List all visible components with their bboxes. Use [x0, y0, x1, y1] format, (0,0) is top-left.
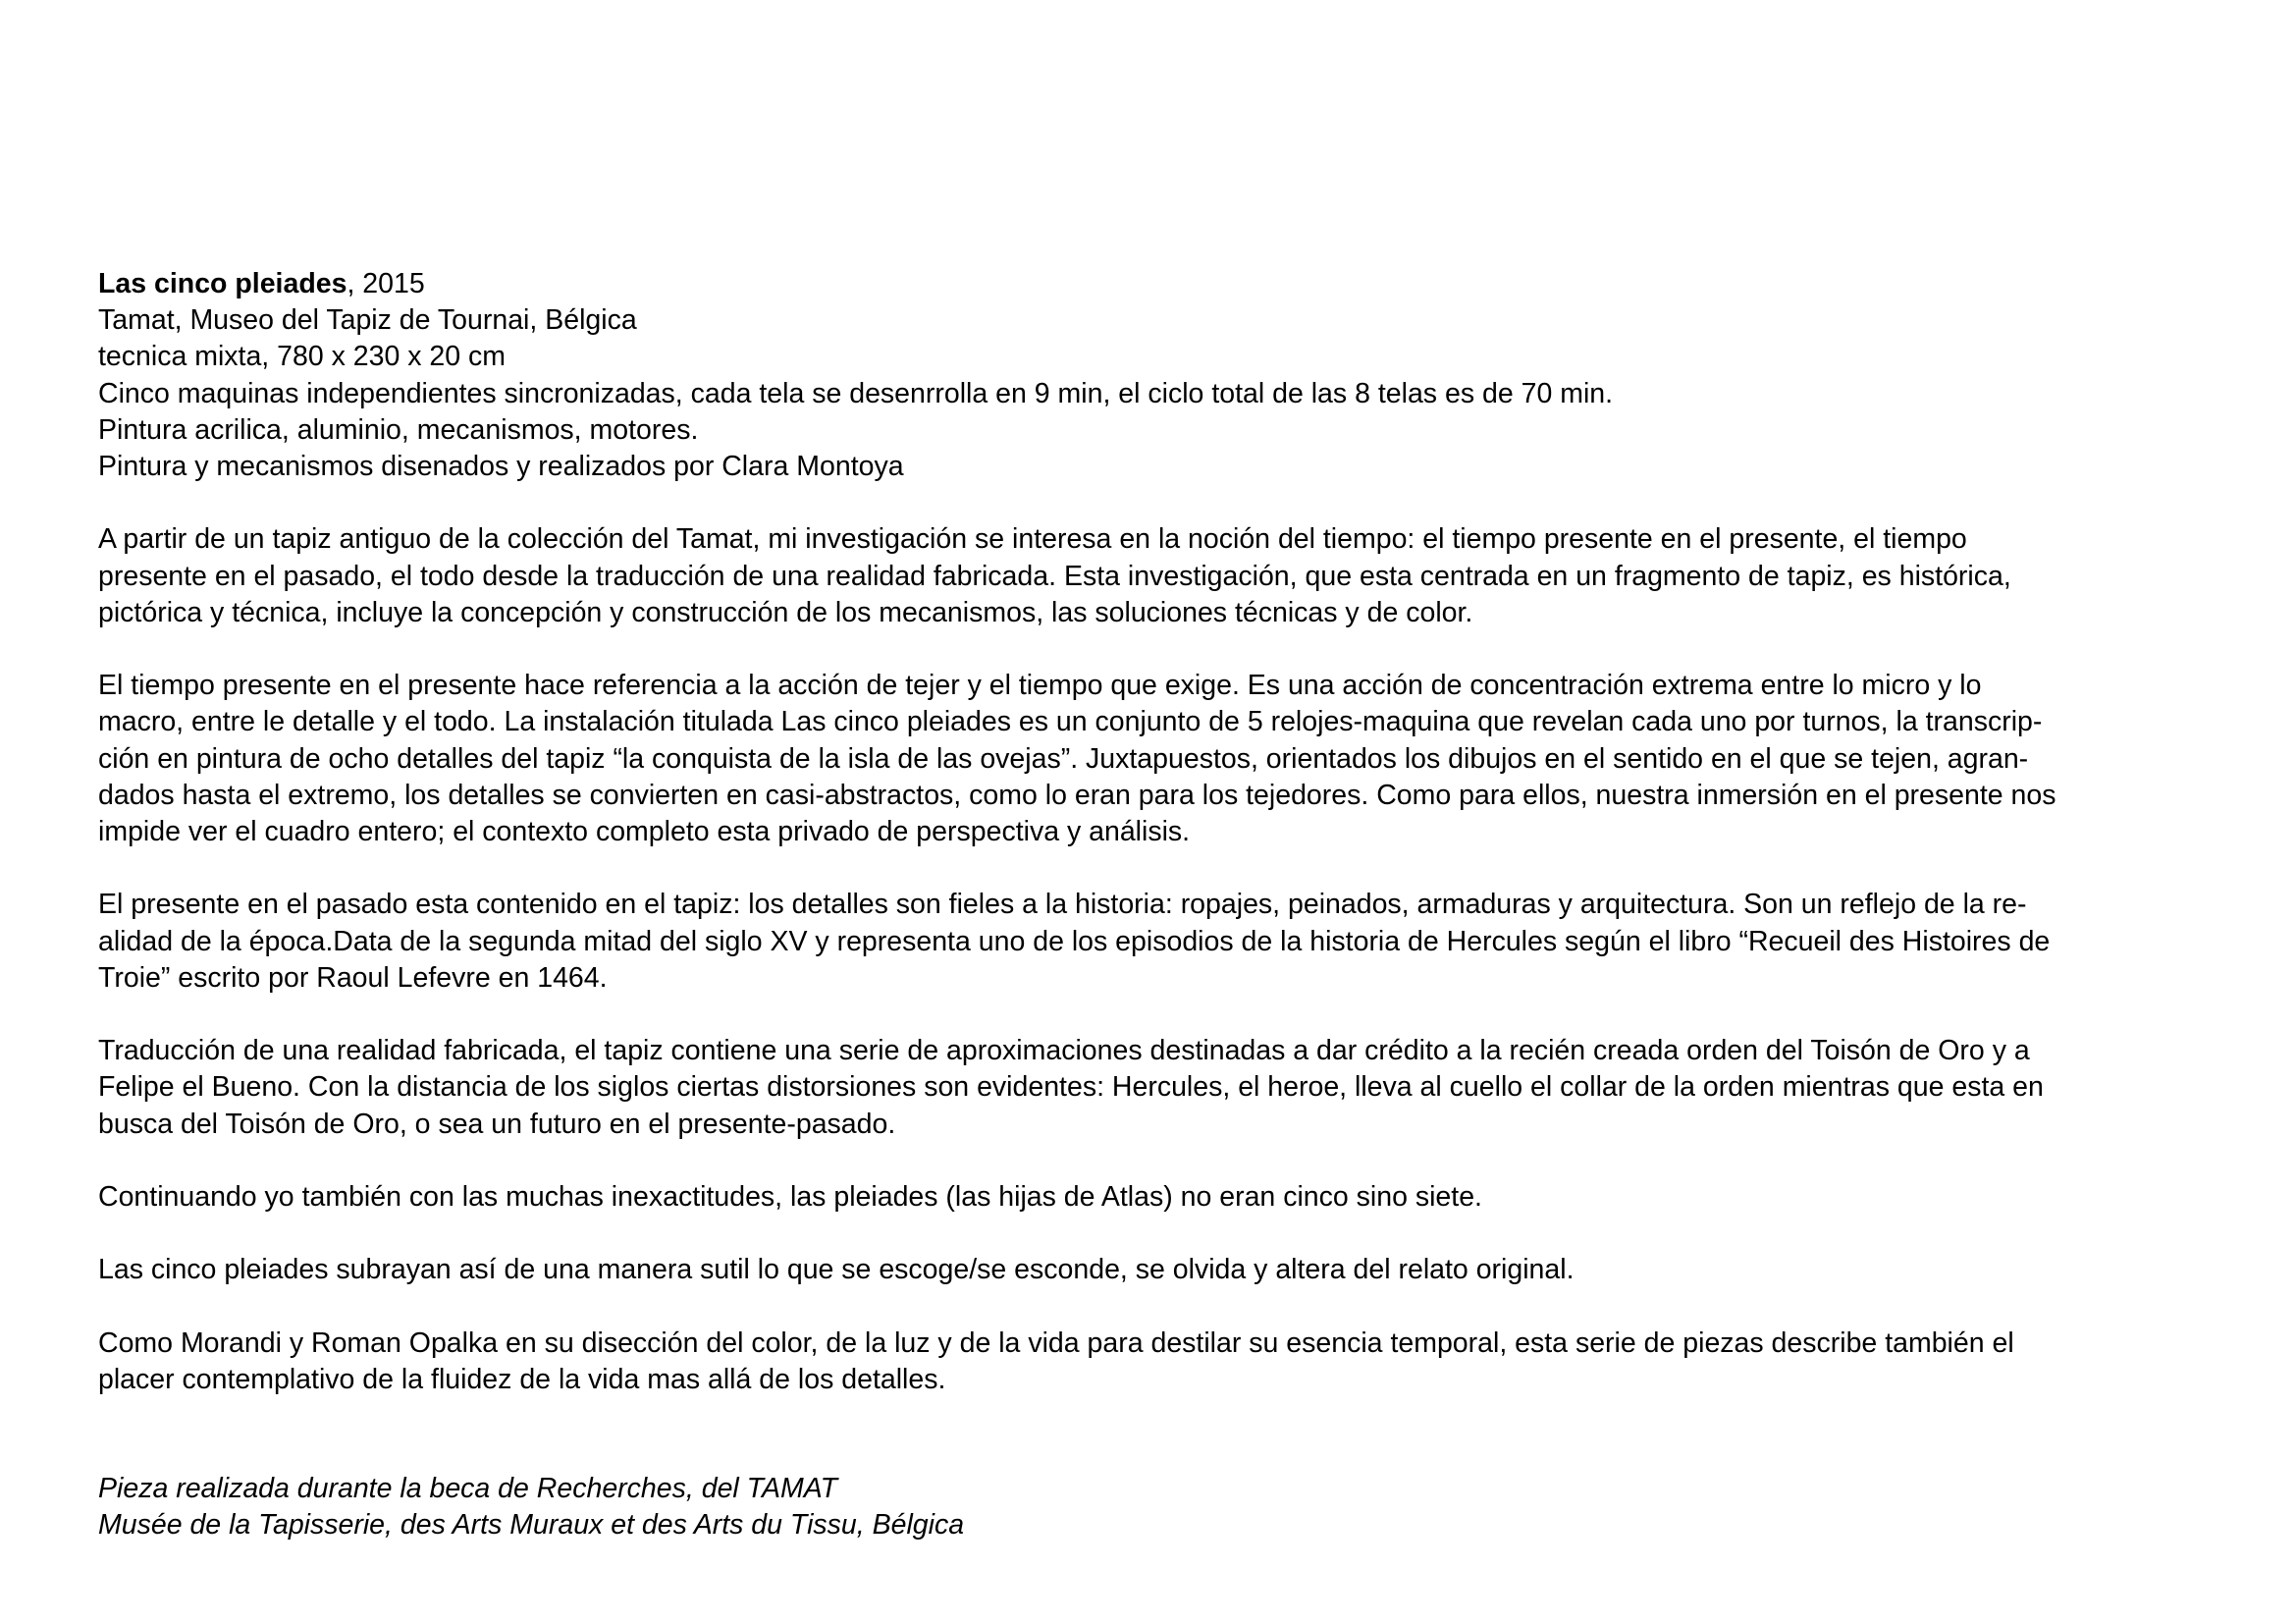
paragraph-line: Continuando yo también con las muchas inexactitudes, las pleiades (las hijas de Atlas) no eran cinco sino siete. — [98, 1181, 1482, 1213]
document-body — [98, 266, 2228, 1544]
artwork-header — [98, 266, 2228, 485]
credits-line: Pieza realizada durante la beca de Recherches, del TAMAT — [98, 1473, 838, 1505]
paragraph-inaccuracies — [98, 1179, 2228, 1216]
paragraph-line: presente en el pasado, el todo desde la traducción de una realidad fabricada. Esta investigación, que esta centrada en un fragmento de tapiz, es histórica, — [98, 560, 2011, 592]
credits-block — [98, 1471, 2228, 1543]
paragraph-line: ción en pintura de ocho detalles del tapiz “la conquista de la isla de las ovejas”. Juxtapuestos, orientados los dibujos en el sentido en el que se tejen, agran- — [98, 742, 2029, 775]
paragraph-present-in-past — [98, 887, 2228, 997]
credits-line: Musée de la Tapisserie, des Arts Muraux et des Arts du Tissu, Bélgica — [98, 1509, 965, 1542]
paragraph-line: placer contemplativo de la fluidez de la vida mas allá de los detalles. — [98, 1363, 946, 1395]
paragraph-line: alidad de la época.Data de la segunda mitad del siglo XV y representa uno de los episodios de la historia de Hercules según el libro “Recueil des Histoires de — [98, 925, 2051, 957]
paragraph-line: A partir de un tapiz antiguo de la colección del Tamat, mi investigación se interesa en la noción del tiempo: el tiempo presente en el presente, el tiempo — [98, 523, 1967, 556]
paragraph-line: Como Morandi y Roman Opalka en su disección del color, de la luz y de la vida para destilar su esencia temporal, esta serie de piezas describe también el — [98, 1326, 2014, 1359]
paragraph-line: El presente en el pasado esta contenido en el tapiz: los detalles son fieles a la historia: ropajes, peinados, armaduras y arquitectura. Son un reflejo de la re- — [98, 889, 2027, 921]
paragraph-intro — [98, 521, 2228, 631]
artwork-mechanism: Cinco maquinas independientes sincronizadas, cada tela se desenrrolla en 9 min, el ciclo total de las 8 telas es de 70 min. — [98, 377, 1614, 409]
paragraph-line: Troie” escrito por Raoul Lefevre en 1464. — [98, 961, 608, 994]
artwork-title: Las cinco pleiades — [98, 268, 347, 299]
paragraph-line: impide ver el cuadro entero; el contexto completo esta privado de perspectiva y análisis. — [98, 816, 1191, 848]
paragraph-line: busca del Toisón de Oro, o sea un futuro en el presente-pasado. — [98, 1108, 896, 1140]
artwork-title-line — [98, 266, 2228, 302]
artwork-location: Tamat, Museo del Tapiz de Tournai, Bélgica — [98, 304, 637, 337]
artwork-year: , 2015 — [347, 268, 425, 299]
paragraph-line: pictórica y técnica, incluye la concepción y construcción de los mecanismos, las soluciones técnicas y de color. — [98, 596, 1473, 628]
paragraph-line: Las cinco pleiades subrayan así de una manera sutil lo que se escoge/se esconde, se olvida y altera del relato original. — [98, 1254, 1575, 1286]
artwork-technique: tecnica mixta, 780 x 230 x 20 cm — [98, 341, 507, 373]
paragraph-line: dados hasta el extremo, los detalles se convierten en casi-abstractos, como lo eran para los tejedores. Como para ellos, nuestra inmersión en el presente nos — [98, 779, 2056, 811]
artwork-materials: Pintura acrilica, aluminio, mecanismos, motores. — [98, 413, 699, 446]
paragraph-line: Felipe el Bueno. Con la distancia de los siglos ciertas distorsiones son evidentes: Hercules, el heroe, lleva al cuello el collar de la orden mientras que esta en — [98, 1071, 2044, 1104]
paragraph-line: macro, entre le detalle y el todo. La instalación titulada Las cinco pleiades es un conjunto de 5 relojes-maquina que revelan cada uno por turnos, la transcrip- — [98, 706, 2043, 738]
paragraph-fabricated-reality — [98, 1033, 2228, 1143]
paragraph-line: El tiempo presente en el presente hace referencia a la acción de tejer y el tiempo que exige. Es una acción de concentración extrema entre lo micro y lo — [98, 670, 1982, 702]
artwork-authorship: Pintura y mecanismos disenados y realizados por Clara Montoya — [98, 451, 904, 483]
paragraph-conclusion — [98, 1326, 2228, 1398]
paragraph-line: Traducción de una realidad fabricada, el tapiz contiene una serie de aproximaciones destinadas a dar crédito a la recién creada orden del Toisón de Oro y a — [98, 1035, 2030, 1067]
paragraph-present-in-present — [98, 668, 2228, 850]
paragraph-subtlety — [98, 1252, 2228, 1288]
